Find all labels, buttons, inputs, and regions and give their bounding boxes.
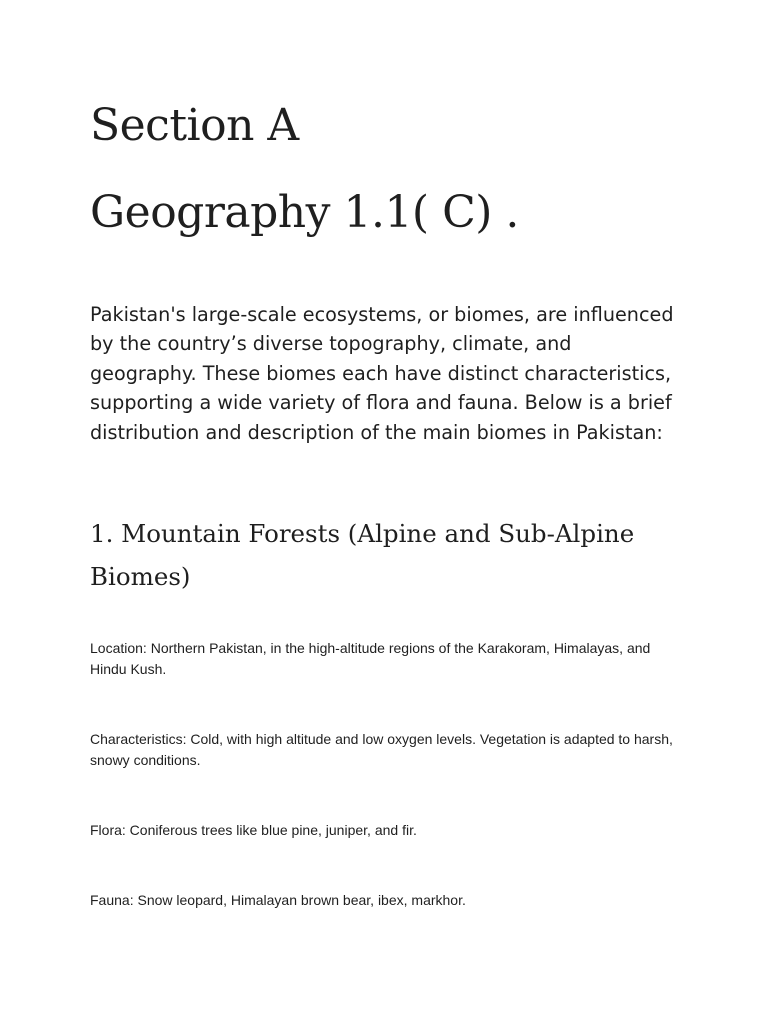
document-title-section: Section A — [90, 100, 299, 151]
flora-paragraph: Flora: Coniferous trees like blue pine, juniper, and fir. — [90, 822, 417, 838]
characteristics-paragraph: Characteristics: Cold, with high altitude and low oxygen levels. Vegetation is adapted to harsh, snowy conditions. — [90, 731, 673, 768]
document-title-subject: Geography 1.1( C) . — [90, 187, 519, 238]
intro-paragraph: Pakistan's large-scale ecosystems, or biomes, are influenced by the country’s diverse topography, climate, and geography. These biomes each have distinct characteristics, supporting a wide variety of flora and fauna. Below is a brief distribution and description of the main biomes in Pakistan: — [90, 303, 674, 444]
location-paragraph: Location: Northern Pakistan, in the high-altitude regions of the Karakoram, Himalayas, and Hindu Kush. — [90, 640, 651, 677]
fauna-paragraph: Fauna: Snow leopard, Himalayan brown bear, ibex, markhor. — [90, 892, 466, 908]
section-heading-mountain-forests: 1. Mountain Forests (Alpine and Sub-Alpine Biomes) — [90, 519, 635, 591]
